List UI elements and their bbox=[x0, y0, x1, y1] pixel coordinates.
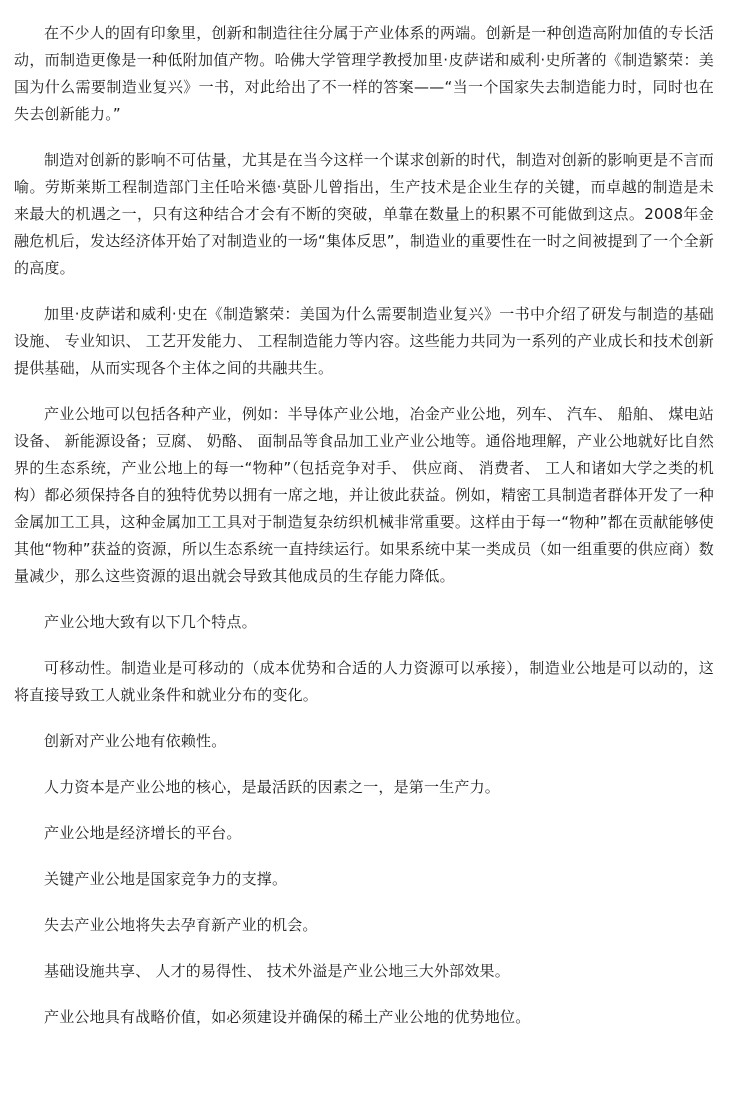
paragraph-4: 产业公地可以包括各种产业，例如：半导体产业公地，冶金产业公地，列车、 汽车、 船舶、 煤电站设备、 新能源设备；豆腐、 奶酪、 面制品等食品加工业产业公地等。通俗地理解，产业公地就好比自然界的生态系统，产业公地上的每一“物种”（包括竞争对手、 供应商、 消费者、 工人和诸如大学之类的机构）都必须保持各自的独特优势以拥有一席之地，并让彼此获益。例如，精密工具制造者群体开发了一种金属加工工具，这种金属加工工具对于制造复杂纺织机械非常重要。这样由于每一“物种”都在贡献能够使其他“物种”获益的资源，所以生态系统一直持续运行。如果系统中某一类成员（如一组重要的供应商）数量减少，那么这些资源的退出就会导致其他成员的生存能力降低。 bbox=[14, 405, 714, 585]
paragraph-13: 产业公地具有战略价值，如必须建设并确保的稀土产业公地的优势地位。 bbox=[44, 1008, 531, 1026]
paragraph-9: 产业公地是经济增长的平台。 bbox=[44, 824, 242, 842]
paragraph-3: 加里·皮萨诺和威利·史在《制造繁荣：美国为什么需要制造业复兴》一书中介绍了研发与制造的基础设施、 专业知识、 工艺开发能力、 工程制造能力等内容。这些能力共同为一系列的产业成长和技术创新提供基础，从而实现各个主体之间的共融共生。 bbox=[14, 305, 714, 377]
article-body bbox=[14, 20, 714, 1050]
paragraph-5: 产业公地大致有以下几个特点。 bbox=[44, 613, 257, 631]
paragraph-6: 可移动性。制造业是可移动的（成本优势和合适的人力资源可以承接），制造业公地是可以动的，这将直接导致工人就业条件和就业分布的变化。 bbox=[14, 659, 714, 704]
paragraph-10: 关键产业公地是国家竞争力的支撑。 bbox=[44, 870, 288, 888]
paragraph-8: 人力资本是产业公地的核心，是最活跃的因素之一，是第一生产力。 bbox=[44, 778, 501, 796]
paragraph-1: 在不少人的固有印象里，创新和制造往往分属于产业体系的两端。创新是一种创造高附加值的专长活动，而制造更像是一种低附加值产物。哈佛大学管理学教授加里·皮萨诺和威利·史所著的《制造繁荣：美国为什么需要制造业复兴》一书，对此给出了不一样的答案——“当一个国家失去制造能力时，同时也在失去创新能力。” bbox=[14, 24, 714, 123]
paragraph-7: 创新对产业公地有依赖性。 bbox=[44, 732, 227, 750]
paragraph-11: 失去产业公地将失去孕育新产业的机会。 bbox=[44, 916, 318, 934]
paragraph-2: 制造对创新的影响不可估量，尤其是在当今这样一个谋求创新的时代，制造对创新的影响更是不言而喻。劳斯莱斯工程制造部门主任哈米德·莫卧儿曾指出，生产技术是企业生存的关键，而卓越的制造是未来最大的机遇之一，只有这种结合才会有不断的突破，单靠在数量上的积累不可能做到这点。2008年金融危机后，发达经济体开始了对制造业的一场“集体反思”，制造业的重要性在一时之间被提到了一个全新的高度。 bbox=[14, 151, 714, 277]
paragraph-12: 基础设施共享、 人才的易得性、 技术外溢是产业公地三大外部效果。 bbox=[44, 962, 510, 980]
